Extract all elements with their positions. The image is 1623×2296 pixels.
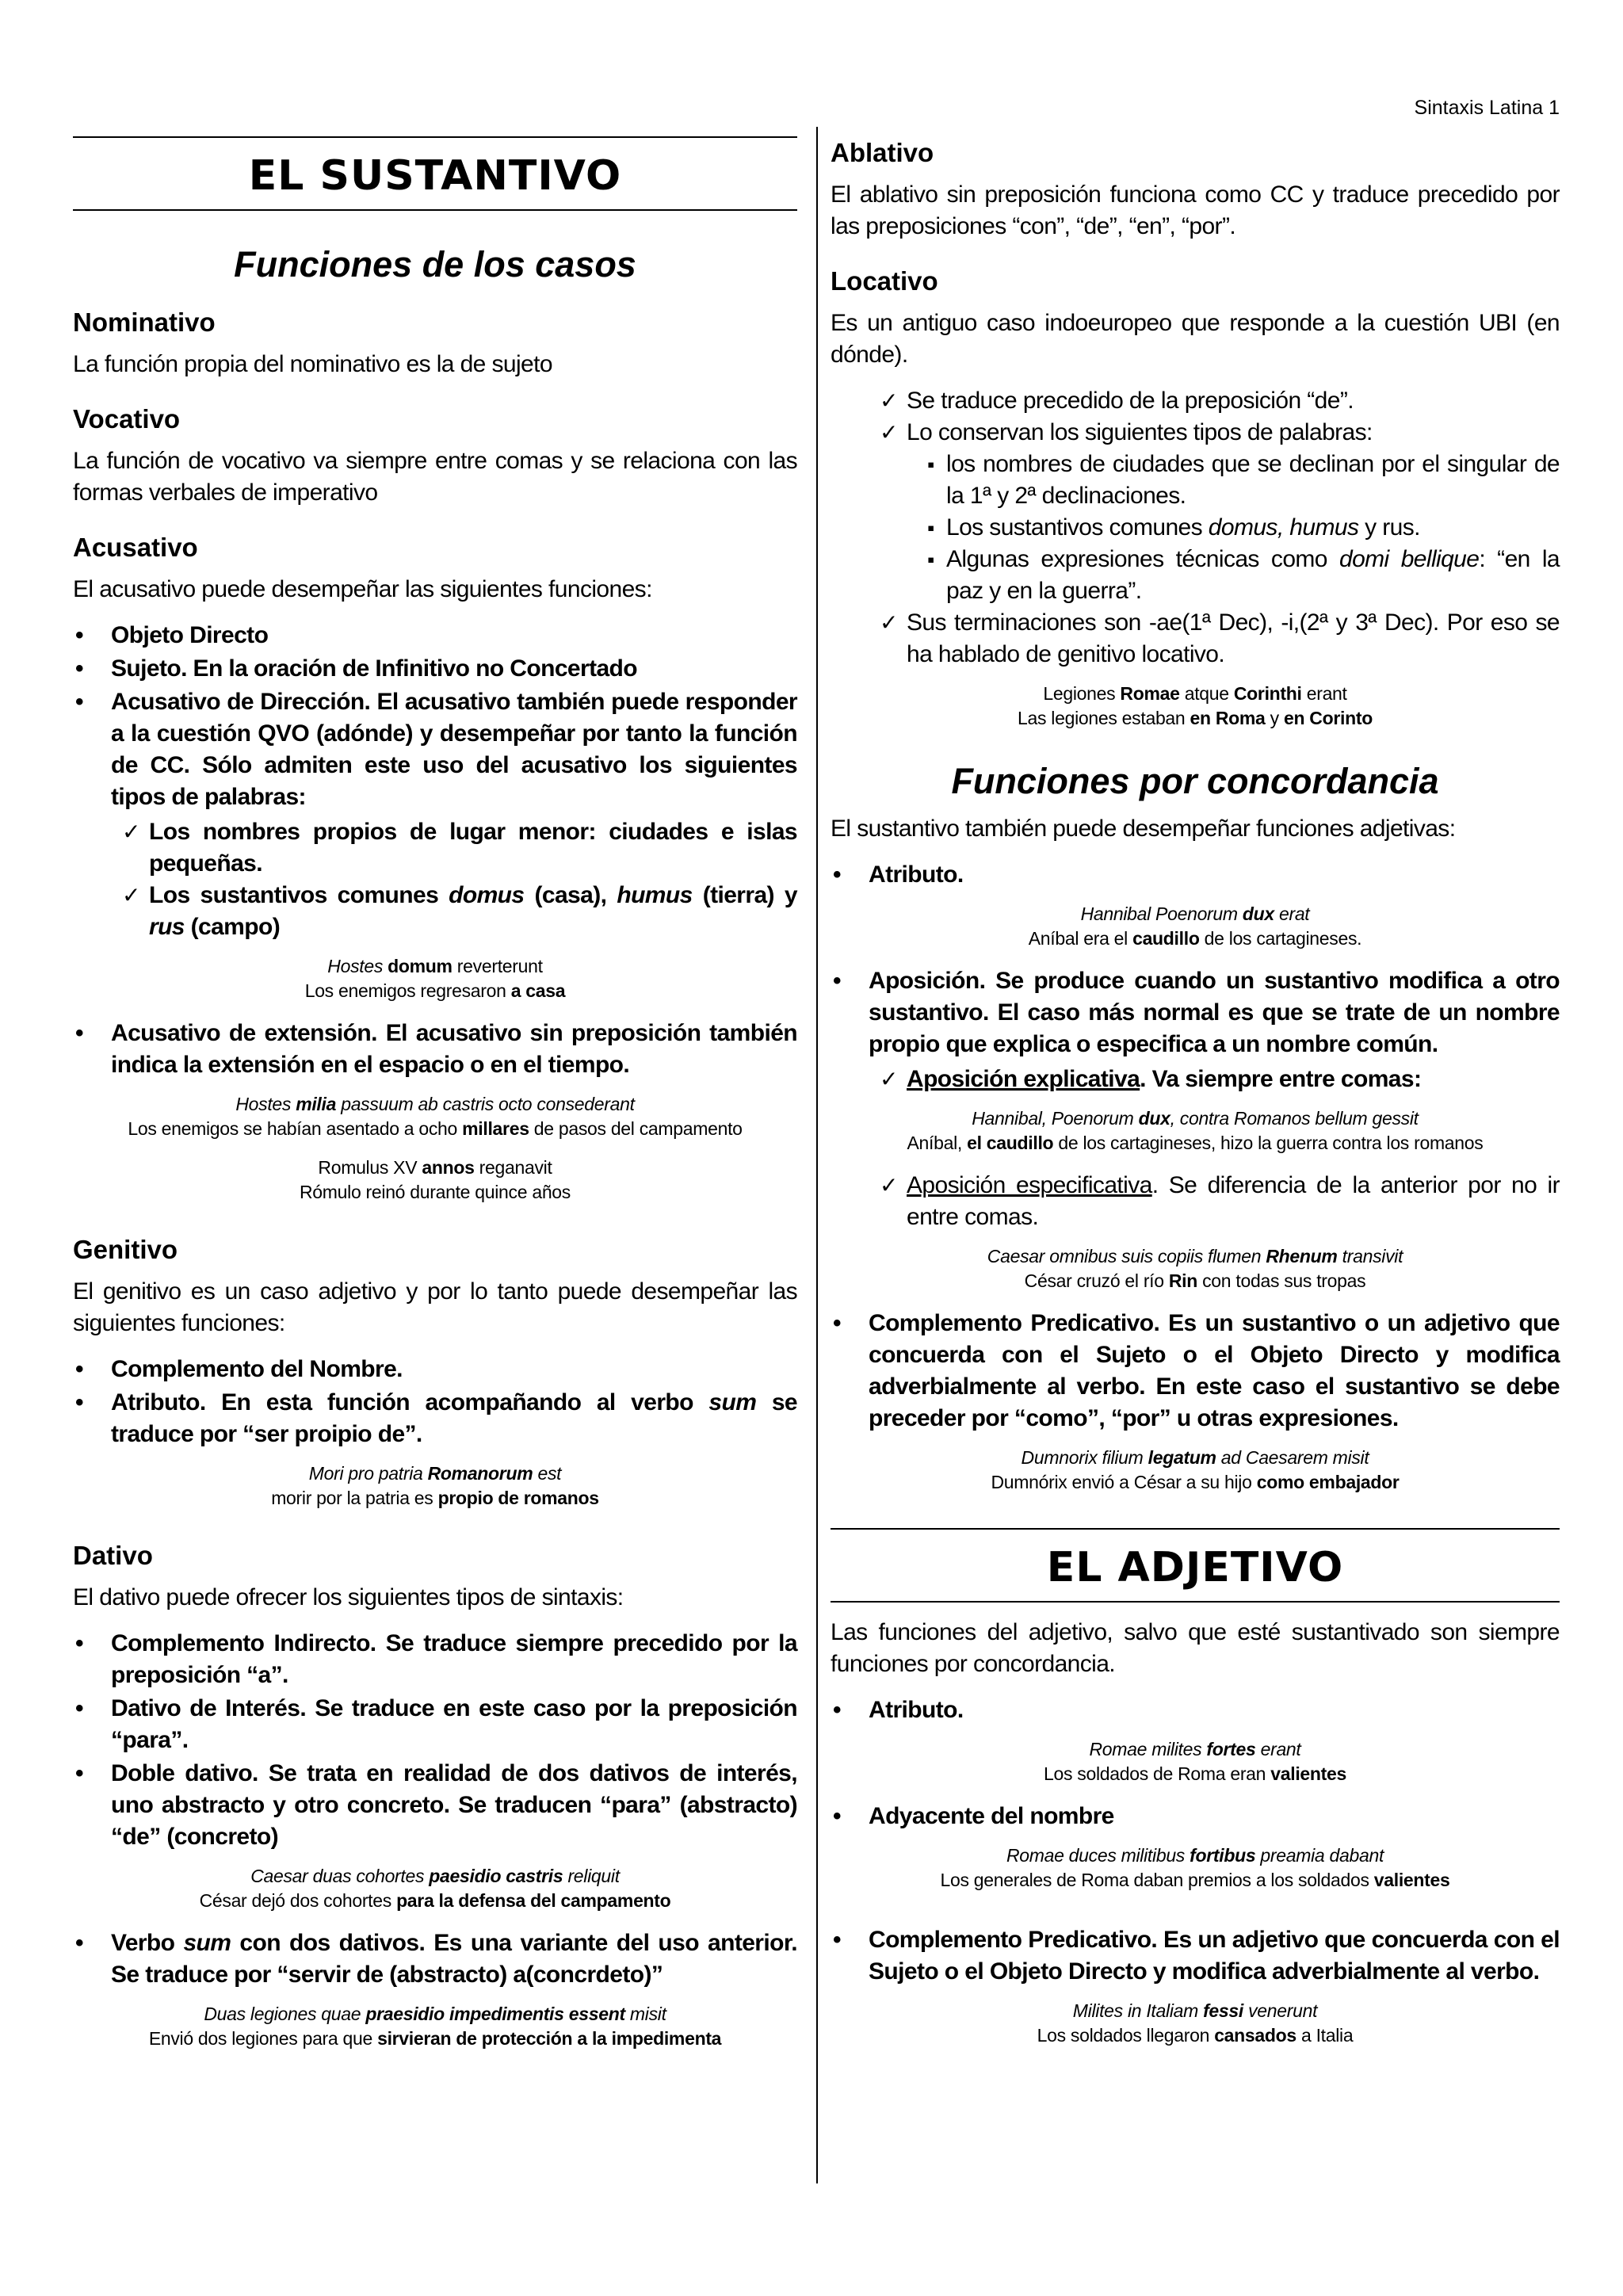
genitivo-list xyxy=(73,1354,797,1450)
example-mori-pro-patria: Mori pro patria Romanorum est morir por la patria es propio de romanos xyxy=(271,1463,599,1508)
list-item: • Atributo. xyxy=(869,859,1560,891)
check-item: ✓ Los sustantivos comunes domus (casa), humus (tierra) y rus (campo) xyxy=(149,880,797,943)
concordancia-list-1 xyxy=(831,859,1560,891)
example-caesar-rhenum: Caesar omnibus suis copiis flumen Rhenum transivit César cruzó el río Rin con todas sus tropas xyxy=(987,1246,1403,1291)
square-item: ▪ Algunas expresiones técnicas como domi bellique: “en la paz y en la guerra”. xyxy=(946,544,1560,607)
check-item: ✓ Los nombres propios de lugar menor: ciudades e islas pequeñas. xyxy=(149,816,797,880)
dativo-list xyxy=(73,1628,797,1853)
list-item: • Aposición. Se produce cuando un sustantivo modifica a otro sustantivo. El caso más normal es que se trate de un nombre propio que explica o especifica a un nombre común. ✓ Aposición explicativa. Va siempre entre comas: xyxy=(869,965,1560,1095)
acusativo-intro: El acusativo puede desempeñar las siguientes funciones: xyxy=(73,576,652,602)
check-item: ✓ Sus terminaciones son -ae(1ª Dec), -i,(2ª y 3ª Dec). Por eso se ha hablado de genitivo locativo. xyxy=(907,607,1560,670)
dativo-list-2 xyxy=(73,1927,797,1991)
list-item: • Doble dativo. Se trata en realidad de dos dativos de interés, uno abstracto y otro concreto. Se traducen “para” (abstracto) “de” (concreto) xyxy=(111,1758,797,1853)
adjetivo-list-3 xyxy=(831,1924,1560,1988)
dativo-intro: El dativo puede ofrecer los siguientes tipos de sintaxis: xyxy=(73,1584,624,1610)
example-legiones-romae: Legiones Romae atque Corinthi erant Las legiones estaban en Roma y en Corinto xyxy=(1018,683,1373,728)
page-header: Sintaxis Latina 1 xyxy=(1414,97,1560,119)
ablativo-text: El ablativo sin preposición funciona como CC y traduce precedido por las preposiciones “con”, “de”, “en”, “por”. xyxy=(831,181,1560,239)
heading-locativo: Locativo xyxy=(831,266,938,296)
check-item: ✓ Lo conservan los siguientes tipos de palabras: ▪ los nombres de ciudades que se declinan por el singular de la 1ª y 2ª declinaciones. ▪ Los sustantivos comunes domus, humus y rus. ▪ Algunas expresiones técnicas como domi bellique: “en la paz y en la guerra”. xyxy=(907,417,1560,607)
example-hostes-domum: Hostes domum reverterunt Los enemigos regresaron a casa xyxy=(304,956,566,1001)
column-divider xyxy=(816,127,818,2183)
acusativo-list xyxy=(73,620,797,943)
list-item: • Verbo sum con dos dativos. Es una variante del uso anterior. Se traduce por “servir de (abstracto) a(concrdeto)” xyxy=(111,1927,797,1991)
example-romulus: Romulus XV annos reganavit Rómulo reinó durante quince años xyxy=(299,1157,571,1202)
example-romae-milites: Romae milites fortes erant Los soldados de Roma eran valientes xyxy=(1043,1739,1347,1784)
square-item: ▪ los nombres de ciudades que se declinan por el singular de la 1ª y 2ª declinaciones. xyxy=(946,449,1560,512)
example-hannibal-dux: Hannibal Poenorum dux erat Aníbal era el caudillo de los cartagineses. xyxy=(1028,904,1362,949)
example-hannibal-poenorum: Hannibal, Poenorum dux, contra Romanos bellum gessit Aníbal, el caudillo de los cartagineses, hizo la guerra contra los romanos xyxy=(907,1108,1484,1153)
left-column xyxy=(73,136,797,2065)
square-list xyxy=(907,449,1560,607)
concordancia-list-3 xyxy=(831,1308,1560,1435)
locativo-intro: Es un antiguo caso indoeuropeo que responde a la cuestión UBI (en dónde). xyxy=(831,310,1560,368)
section-title-sustantivo: EL SUSTANTIVO xyxy=(73,136,797,211)
list-item: • Adyacente del nombre xyxy=(869,1801,1560,1832)
check-list xyxy=(111,816,797,943)
list-item: • Complemento Predicativo. Es un adjetivo que concuerda con el Sujeto o el Objeto Directo y modifica adverbialmente al verbo. xyxy=(869,1924,1560,1988)
example-milites-italiam: Milites in Italiam fessi venerunt Los soldados llegaron cansados a Italia xyxy=(1037,2000,1354,2046)
heading-genitivo: Genitivo xyxy=(73,1235,178,1264)
list-item: • Dativo de Interés. Se traduce en este caso por la preposición “para”. xyxy=(111,1693,797,1756)
right-column xyxy=(831,136,1560,2062)
example-romae-duces: Romae duces militibus fortibus preamia dabant Los generales de Roma daban premios a los soldados valientes xyxy=(940,1845,1450,1890)
list-item: • Objeto Directo xyxy=(111,620,797,651)
acusativo-list-2 xyxy=(73,1018,797,1081)
list-item: • Complemento Indirecto. Se traduce siempre precedido por la preposición “a”. xyxy=(111,1628,797,1691)
list-item: • Atributo. xyxy=(869,1694,1560,1726)
check-item: ✓ Aposición explicativa. Va siempre entre comas: xyxy=(907,1064,1560,1095)
example-hostes-milia: Hostes milia passuum ab castris octo consederant Los enemigos se habían asentado a ocho millares de pasos del campamento xyxy=(128,1094,743,1139)
subtitle-funciones-casos: Funciones de los casos xyxy=(234,244,636,285)
list-item: • Atributo. En esta función acompañando al verbo sum se traduce por “ser proipio de”. xyxy=(111,1387,797,1450)
subtitle-funciones-concordancia: Funciones por concordancia xyxy=(951,761,1439,801)
heading-acusativo: Acusativo xyxy=(73,533,198,562)
list-item: • Acusativo de Dirección. El acusativo también puede responder a la cuestión QVO (adónde) y desempeñar por tanto la función de CC. Sólo admiten este uso del acusativo los siguientes tipos de palabras: ✓ Los nombres propios de lugar menor: ciudades e islas pequeñas. ✓ Los sustantivos comunes domus (casa), humus (tierra) y rus (campo) xyxy=(111,686,797,943)
list-item: • Sujeto. En la oración de Infinitivo no Concertado xyxy=(111,653,797,685)
heading-ablativo: Ablativo xyxy=(831,138,934,167)
concordancia-intro: El sustantivo también puede desempeñar funciones adjetivas: xyxy=(831,816,1456,842)
check-list xyxy=(869,1064,1560,1095)
vocativo-text: La función de vocativo va siempre entre comas y se relaciona con las formas verbales de imperativo xyxy=(73,448,797,506)
list-item: • Acusativo de extensión. El acusativo sin preposición también indica la extensión en el espacio o en el tiempo. xyxy=(111,1018,797,1081)
example-duas-legiones: Duas legiones quae praesidio impedimentis essent misit Envió dos legiones para que sirvieran de protección a la impedimenta xyxy=(148,2004,722,2049)
adjetivo-list-1 xyxy=(831,1694,1560,1726)
adjetivo-list-2 xyxy=(831,1801,1560,1832)
check-item: ✓ Se traduce precedido de la preposición “de”. xyxy=(907,385,1560,417)
nominativo-text: La función propia del nominativo es la de sujeto xyxy=(73,351,552,377)
heading-vocativo: Vocativo xyxy=(73,404,181,434)
example-dumnorix: Dumnorix filium legatum ad Caesarem misit Dumnórix envió a César a su hijo como embajador xyxy=(991,1447,1400,1492)
genitivo-intro: El genitivo es un caso adjetivo y por lo tanto puede desempeñar las siguientes funciones: xyxy=(73,1278,797,1336)
list-item: • Complemento Predicativo. Es un sustantivo o un adjetivo que concuerda con el Sujeto o el Objeto Directo y modifica adverbialmente al verbo. En este caso el sustantivo se debe preceder por “como”, “por” u otras expresiones. xyxy=(869,1308,1560,1435)
heading-nominativo: Nominativo xyxy=(73,308,216,337)
list-item: • Complemento del Nombre. xyxy=(111,1354,797,1385)
heading-dativo: Dativo xyxy=(73,1541,153,1570)
square-item: ▪ Los sustantivos comunes domus, humus y rus. xyxy=(946,512,1560,544)
adjetivo-intro: Las funciones del adjetivo, salvo que esté sustantivado son siempre funciones por concordancia. xyxy=(831,1619,1560,1677)
section-title-adjetivo: EL ADJETIVO xyxy=(831,1528,1560,1603)
check-list-2 xyxy=(831,1170,1560,1233)
check-item: ✓ Aposición especificativa. Se diferencia de la anterior por no ir entre comas. xyxy=(907,1170,1560,1233)
locativo-check-list xyxy=(831,385,1560,670)
example-caesar-cohortes: Caesar duas cohortes paesidio castris reliquit César dejó dos cohortes para la defensa del campamento xyxy=(199,1866,671,1911)
concordancia-list-2 xyxy=(831,965,1560,1095)
